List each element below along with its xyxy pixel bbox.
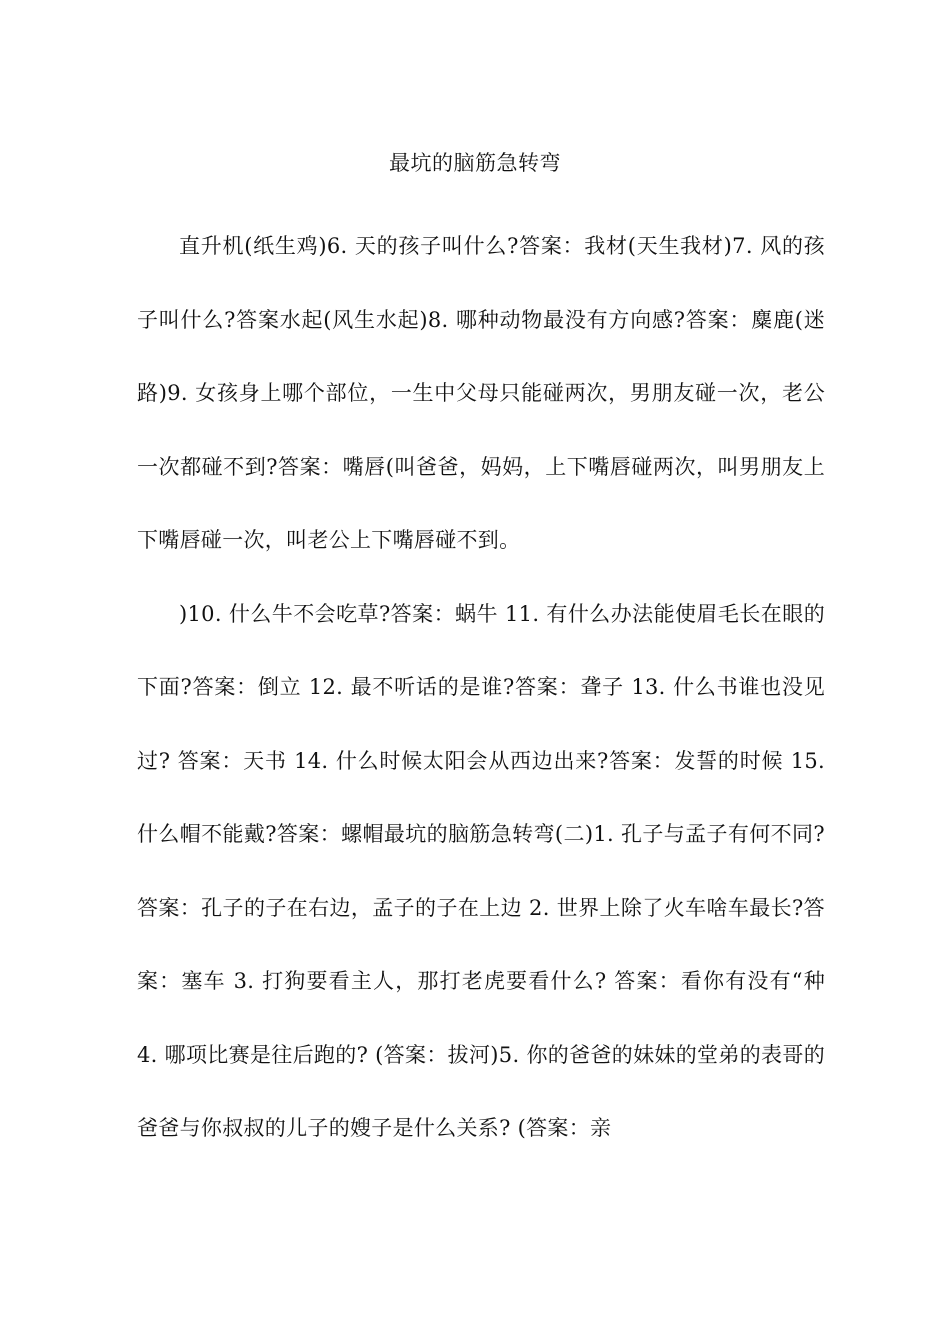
paragraph-2: )10. 什么牛不会吃草?答案：蜗牛 11. 有什么办法能使眉毛长在眼的下面?答案：倒立 12. 最不听话的是谁?答案：聋子 13. 什么书谁也没见过? 答案：天书 14. 什么时候太阳会从西边出来?答案：发誓的时候 15. 什么帽不能戴?答案：螺帽最坑的脑筋急转弯(二)1. 孔子与孟子有何不同?答案：孔子的子在右边，孟子的子在上边 2. 世界上除了火车啥车最长?答案：塞车 3. 打狗要看主人，那打老虎要看什么? 答案：看你有没有“种 4. 哪项比赛是往后跑的? (答案：拔河)5. 你的爸爸的妹妹的堂弟的表哥的爸爸与你叔叔的儿子的嫂子是什么关系? (答案：亲 <box>137 601 825 1140</box>
document-body <box>137 210 825 1166</box>
paragraph-1: 直升机(纸生鸡)6. 天的孩子叫什么?答案：我材(天生我材)7. 风的孩子叫什么?答案水起(风生水起)8. 哪种动物最没有方向感?答案：麋鹿(迷路)9. 女孩身上哪个部位，一生中父母只能碰两次，男朋友碰一次，老公一次都碰不到?答案：嘴唇(叫爸爸，妈妈，上下嘴唇碰两次，叫男朋友上下嘴唇碰一次，叫老公上下嘴唇碰不到。 <box>137 234 825 552</box>
document-title: 最坑的脑筋急转弯 <box>389 151 561 175</box>
